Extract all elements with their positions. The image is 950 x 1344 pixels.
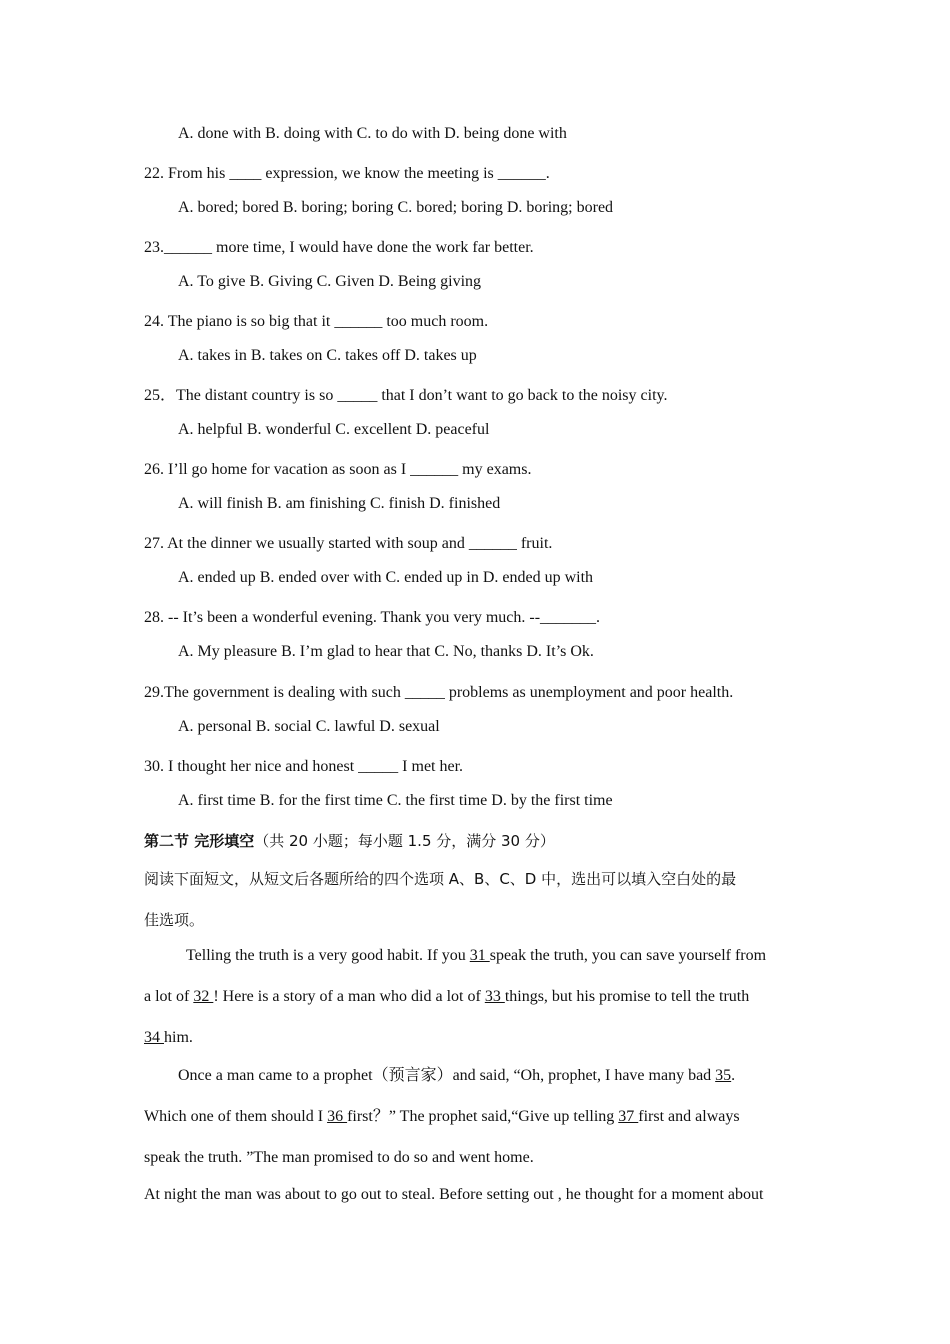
q25-options: A. helpful B. wonderful C. excellent D. peaceful [178, 421, 490, 438]
q23-options: A. To give B. Giving C. Given D. Being giving [178, 273, 482, 290]
blank-33: 33 [484, 988, 505, 1005]
blank-32: 32 [193, 988, 214, 1005]
section-note: （共 20 小题；每小题 1.5 分，满分 30 分） [254, 832, 555, 850]
q30-options: A. first time B. for the first time C. the first time D. by the first time [178, 792, 613, 809]
blank-31: 31 [469, 947, 490, 964]
q28-options: A. My pleasure B. I’m glad to hear that C. No, thanks D. It’s Ok. [178, 643, 594, 660]
blank-35: 35 [715, 1067, 732, 1084]
section-instruction-1: 阅读下面短文，从短文后各题所给的四个选项 A、B、C、D 中，选出可以填入空白处的最 [144, 870, 737, 888]
blank-36: 36 [327, 1108, 348, 1125]
passage-line-7: At night the man was about to go out to steal. Before setting out , he thought for a moment about [144, 1186, 764, 1203]
q25-stem: 25．The distant country is so _____ that I don’t want to go back to the noisy city. [144, 387, 668, 404]
passage-text: . [731, 1067, 736, 1084]
section-heading [144, 831, 555, 851]
passage-text: things, but his promise to tell the truth [504, 988, 750, 1005]
passage-line-5 [144, 1107, 740, 1127]
q23-stem: 23.______ more time, I would have done the work far better. [144, 239, 534, 256]
q26-options: A. will finish B. am finishing C. finish D. finished [178, 495, 501, 512]
q24-stem: 24. The piano is so big that it ______ too much room. [144, 313, 489, 330]
passage-text: Telling the truth is a very good habit. If you [186, 947, 470, 964]
passage-line-2 [144, 987, 749, 1007]
q28-stem: 28. -- It’s been a wonderful evening. Thank you very much. --_______. [144, 609, 601, 626]
passage-line-3 [144, 1028, 193, 1048]
q21-options: A. done with B. doing with C. to do with D. being done with [178, 125, 567, 142]
passage-text: a lot of [144, 988, 194, 1005]
section-title: 第二节 完形填空 [144, 832, 255, 850]
passage-text: Which one of them should I [144, 1108, 328, 1125]
q29-options: A. personal B. social C. lawful D. sexual [178, 718, 440, 735]
passage-text: ! Here is a story of a man who did a lot of [213, 988, 485, 1005]
passage-line-6: speak the truth. ”The man promised to do so and went home. [144, 1149, 534, 1166]
passage-text: Once a man came to a prophet（预言家）and said, “Oh, prophet, I have many bad [178, 1067, 716, 1084]
passage-text: speak the truth, you can save yourself from [489, 947, 767, 964]
passage-text: him. [164, 1029, 193, 1046]
blank-37: 37 [618, 1108, 639, 1125]
section-instruction-2: 佳选项。 [144, 911, 205, 929]
passage-line-1 [186, 946, 766, 966]
q26-stem: 26. I’ll go home for vacation as soon as I ______ my exams. [144, 461, 532, 478]
q27-options: A. ended up B. ended over with C. ended up in D. ended up with [178, 569, 594, 586]
passage-text: first and always [638, 1108, 740, 1125]
q22-options: A. bored; bored B. boring; boring C. bored; boring D. boring; bored [178, 199, 614, 216]
q29-stem: 29.The government is dealing with such _____ problems as unemployment and poor health. [144, 684, 734, 701]
q24-options: A. takes in B. takes on C. takes off D. takes up [178, 347, 477, 364]
q22-stem: 22. From his ____ expression, we know the meeting is ______. [144, 165, 550, 182]
passage-text: first？” The prophet said,“Give up telling [347, 1108, 619, 1125]
blank-34: 34 [144, 1029, 164, 1046]
passage-line-4 [178, 1066, 735, 1086]
q27-stem: 27. At the dinner we usually started with soup and ______ fruit. [144, 535, 553, 552]
q30-stem: 30. I thought her nice and honest _____ I met her. [144, 758, 464, 775]
